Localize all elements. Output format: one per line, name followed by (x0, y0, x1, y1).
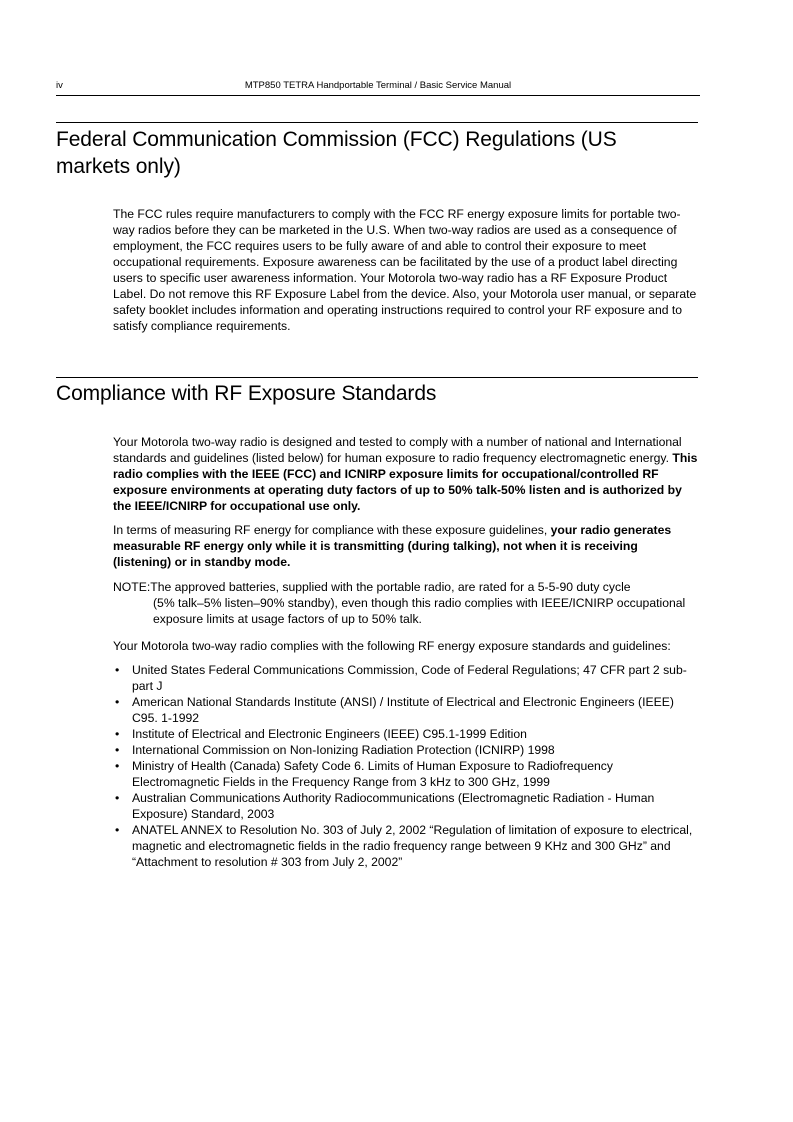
fcc-paragraph: The FCC rules require manufacturers to comply with the FCC RF energy exposure limits for portable two-way radios before they can be marketed in the U.S. When two-way radios are used as a consequence of employment, the FCC requires users to be fully aware of and able to control their exposure to meet occupational requirements. Exposure awareness can be facilitated by the use of a product label directing users to specific user awareness information. Your Motorola two-way radio has a RF Exposure Product Label. Do not remove this RF Exposure Label from the device. Also, your Motorola user manual, or separate safety booklet includes information and operating instructions required to control your RF exposure and to satisfy compliance requirements. (113, 207, 697, 333)
compliance-section-body (113, 434, 698, 870)
list-item (113, 742, 698, 758)
paragraph-text: Your Motorola two-way radio is designed and tested to comply with a number of national and International standards and guidelines (listed below) for human exposure to radio frequency electromagnetic energy. (113, 435, 682, 465)
bullet-icon: • (115, 823, 120, 837)
list-item-text: International Commission on Non-Ionizing Radiation Protection (ICNIRP) 1998 (132, 743, 555, 757)
bullet-icon: • (115, 759, 120, 773)
note-text-first: The approved batteries, supplied with the portable radio, are rated for a 5-5-90 duty cycle (150, 580, 631, 594)
paragraph-bold-text: your radio generates measurable RF energy only while it is transmitting (during talking), not when it is receiving (listening) or in standby mode. (113, 523, 672, 569)
bullet-icon: • (115, 727, 120, 741)
list-item-text: Institute of Electrical and Electronic Engineers (IEEE) C95.1-1999 Edition (132, 727, 527, 741)
list-item-text: Australian Communications Authority Radiocommunications (Electromagnetic Radiation - Human Exposure) Standard, 2003 (132, 791, 655, 821)
paragraph-text: In terms of measuring RF energy for compliance with these exposure guidelines, (113, 523, 551, 537)
list-item-text: American National Standards Institute (ANSI) / Institute of Electrical and Electronic Engineers (IEEE) C95. 1-1992 (132, 695, 674, 725)
section-divider (56, 122, 698, 123)
list-item-text: Ministry of Health (Canada) Safety Code 6. Limits of Human Exposure to Radiofrequency Electromagnetic Fields in the Frequency Range from 3 kHz to 300 GHz, 1999 (132, 759, 613, 789)
compliance-paragraph-2 (113, 522, 698, 570)
note-label: NOTE: (113, 580, 151, 594)
fcc-section-body (113, 206, 698, 334)
page-header (56, 79, 700, 95)
list-item-text: United States Federal Communications Commission, Code of Federal Regulations; 47 CFR part 2 sub-part J (132, 663, 687, 693)
bullet-icon: • (115, 791, 120, 805)
bullet-icon: • (115, 663, 120, 677)
note-text-rest: (5% talk–5% listen–90% standby), even though this radio complies with IEEE/ICNIRP occupational exposure limits at usage factors of up to 50% talk. (153, 596, 686, 626)
standards-list (113, 662, 698, 870)
paragraph-bold-text: This radio complies with the IEEE (FCC) and ICNIRP exposure limits for occupational/controlled RF exposure environments at operating duty factors of up to 50% talk-50% listen and is authorized by the IEEE/ICNIRP for occupational use only. (113, 451, 698, 513)
note-block (113, 579, 698, 627)
header-divider (56, 95, 700, 96)
compliance-paragraph-3: Your Motorola two-way radio complies with the following RF energy exposure standards and guidelines: (113, 639, 671, 653)
list-item (113, 790, 698, 822)
section-divider (56, 377, 698, 378)
bullet-icon: • (115, 743, 120, 757)
list-item (113, 726, 698, 742)
bullet-icon: • (115, 695, 120, 709)
compliance-paragraph-1 (113, 434, 698, 514)
list-item (113, 694, 698, 726)
list-item (113, 662, 698, 694)
list-item (113, 758, 698, 790)
list-item-text: ANATEL ANNEX to Resolution No. 303 of July 2, 2002 “Regulation of limitation of exposure to electrical, magnetic and electromagnetic fields in the radio frequency range between 9 KHz and 300 GHz” and “Attachment to resolution # 303 from July 2, 2002” (132, 823, 693, 869)
running-title: MTP850 TETRA Handportable Terminal / Basic Service Manual (244, 80, 512, 91)
section-heading-fcc: Federal Communication Commission (FCC) Regulations (US markets only) (56, 128, 617, 178)
section-heading-compliance: Compliance with RF Exposure Standards (56, 382, 437, 405)
list-item (113, 822, 698, 870)
page-number: iv (56, 80, 63, 91)
